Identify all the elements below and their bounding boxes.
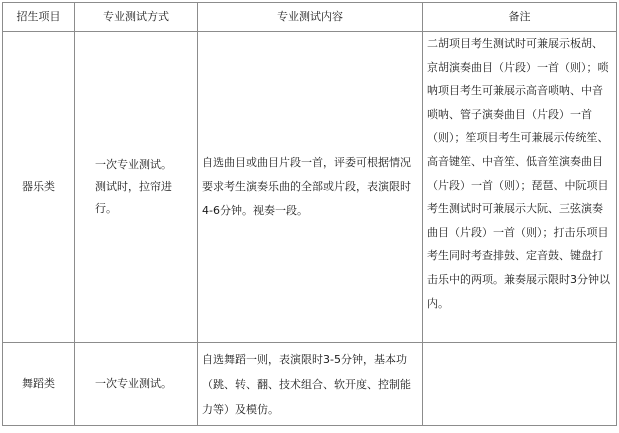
table-row	[3, 343, 617, 426]
header-method: 专业测试方式	[75, 3, 198, 32]
header-item: 招生项目	[3, 3, 75, 32]
cell-item: 舞蹈类	[3, 343, 75, 426]
cell-content: 自选曲目或曲目片段一首，评委可根据情况要求考生演奏乐曲的全部或片段，表演限时4-6分钟。视奏一段。	[198, 32, 423, 343]
table-row	[3, 32, 617, 343]
cell-content: 自选舞蹈一则，表演限时3-5分钟，基本功（跳、转、翻、技术组合、软开度、控制能力等）及模仿。	[198, 343, 423, 426]
cell-method: 一次专业测试。测试时，拉帘进行。	[75, 32, 198, 343]
cell-note: 二胡项目考生测试时可兼展示板胡、京胡演奏曲目（片段）一首（则）；唢呐项目考生可兼展示高音唢呐、中音唢呐、管子演奏曲目（片段）一首（则）；笙项目考生可兼展示传统笙、高音键笙、中音笙、低音笙演奏曲目（片段）一首（则）；琵琶、中阮项目考生测试时可兼展示大阮、三弦演奏曲目（片段）一首（则）；打击乐项目考生同时考查排鼓、定音鼓、键盘打击乐中的两项。兼奏展示限时3分钟以内。	[423, 32, 617, 343]
cell-method: 一次专业测试。	[75, 343, 198, 426]
cell-item: 器乐类	[3, 32, 75, 343]
header-content: 专业测试内容	[198, 3, 423, 32]
table-header-row	[3, 3, 617, 32]
admissions-test-table	[2, 2, 617, 426]
cell-note	[423, 343, 617, 426]
header-note: 备注	[423, 3, 617, 32]
